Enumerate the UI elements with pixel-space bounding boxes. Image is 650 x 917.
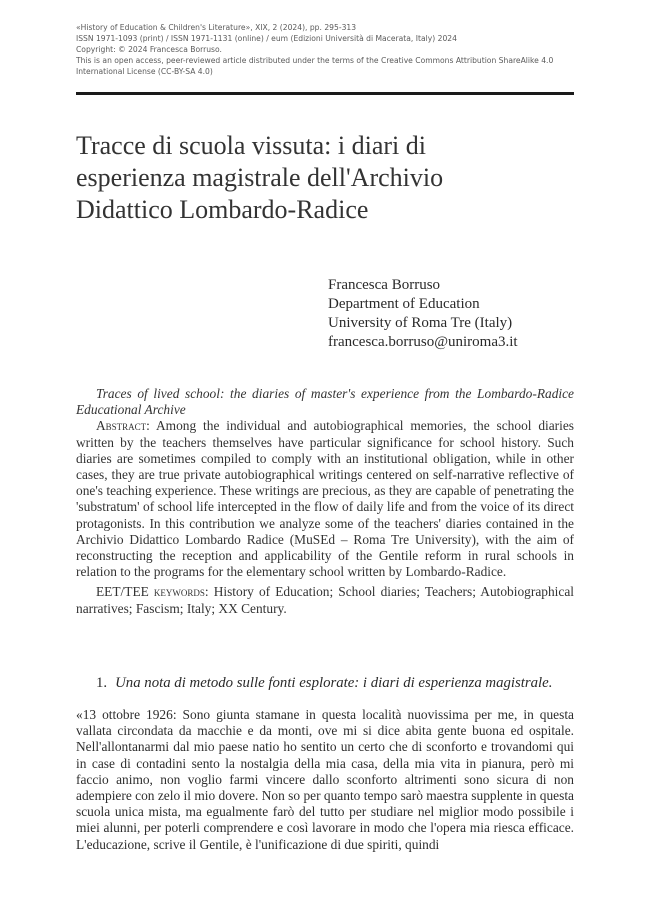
- abstract-text: Among the individual and autobiographical memories, the school diaries written by the teachers themselves have particular significance for school history. Such diaries are sometimes compiled to comply with an institutional obligation, while in other cases, they are true private autobiographical writings centered on self-narrative reflective of one's teaching experience. These writings are precious, as they are capable of penetrating the 'substratum' of school life intercepted in the flow of daily life and from the voice of its direct protagonists. In this contribution we analyze some of the teachers' diaries contained in the Archivio Didattico Lombardo Radice (MuSEd – Roma Tre University), with the aim of reconstructing the reception and applicability of the Gentile reform in rural schools in relation to the programs for the elementary school written by Lombardo-Radice.: [76, 418, 575, 580]
- abstract-block: [76, 386, 574, 617]
- section-title: Una nota di metodo sulle fonti esplorate: i diari di esperienza magistrale.: [115, 675, 553, 691]
- header-rule: [76, 92, 574, 95]
- header-copyright: Copyright: © 2024 Francesca Borruso.: [76, 45, 222, 54]
- title-line-3: Didattico Lombardo-Radice: [76, 195, 369, 224]
- header-license-cont: International License (CC-BY-SA 4.0): [76, 67, 213, 76]
- abstract-label: Abstract:: [96, 418, 150, 434]
- header-issn: ISSN 1971-1093 (print) / ISSN 1971-1131 (online) / eum (Edizioni Università di Macerata, Italy) 2024: [76, 34, 457, 43]
- header-citation: «History of Education & Children's Literature», XIX, 2 (2024), pp. 295-313: [76, 23, 357, 32]
- keywords-text: History of Education; School diaries; Teachers; Autobiographical narratives; Fascism; Italy; XX Century.: [76, 584, 574, 616]
- article-title: [76, 130, 576, 226]
- author-university: University of Roma Tre (Italy): [328, 315, 513, 331]
- english-title: Traces of lived school: the diaries of master's experience from the Lombardo-Radice Educational Archive: [76, 386, 574, 418]
- journal-header: [76, 22, 574, 77]
- keywords-label: EET/TEE keywords:: [96, 584, 209, 600]
- title-line-1: Tracce di scuola vissuta: i diari di: [76, 131, 426, 160]
- author-department: Department of Education: [328, 296, 480, 312]
- abstract-paragraph: [76, 418, 574, 580]
- section-heading: [96, 674, 576, 692]
- body-paragraph: «13 ottobre 1926: Sono giunta stamane in questa località nuovissima per me, in questa vallata circondata da macchie e da monti, ove mi si dice abita gente buona ed ospitale. Nell'allontanarmi dal mio paese natio ho sentito un certo che di sconforto e trovandomi qui in case di contadini sento la nostalgia della mia casa, della mia vita in pianura, però mi faccio animo, non voglio farmi vincere dallo sconforto altrimenti sono sicura di non adempiere con zelo il mio dovere. Non so per quanto tempo sarò maestra supplente in questa scuola unica mista, ma egualmente farò del tutto per studiare nel miglior modo possibile i miei alunni, per poterli comprendere e così lavorare in modo che l'opera mia riesca efficace. L'educazione, scrive il Gentile, è l'unificazione di due spiriti, quindi: [76, 707, 574, 852]
- title-line-2: esperienza magistrale dell'Archivio: [76, 163, 444, 192]
- author-name: Francesca Borruso: [328, 277, 441, 293]
- author-email[interactable]: francesca.borruso@uniroma3.it: [328, 334, 518, 350]
- body-text: [76, 707, 574, 853]
- author-block: [328, 276, 578, 352]
- header-license: This is an open access, peer-reviewed article distributed under the terms of the Creative Commons Attribution ShareAlike 4.0: [76, 56, 554, 65]
- keywords-paragraph: [76, 584, 574, 616]
- section-number: 1.: [96, 675, 108, 691]
